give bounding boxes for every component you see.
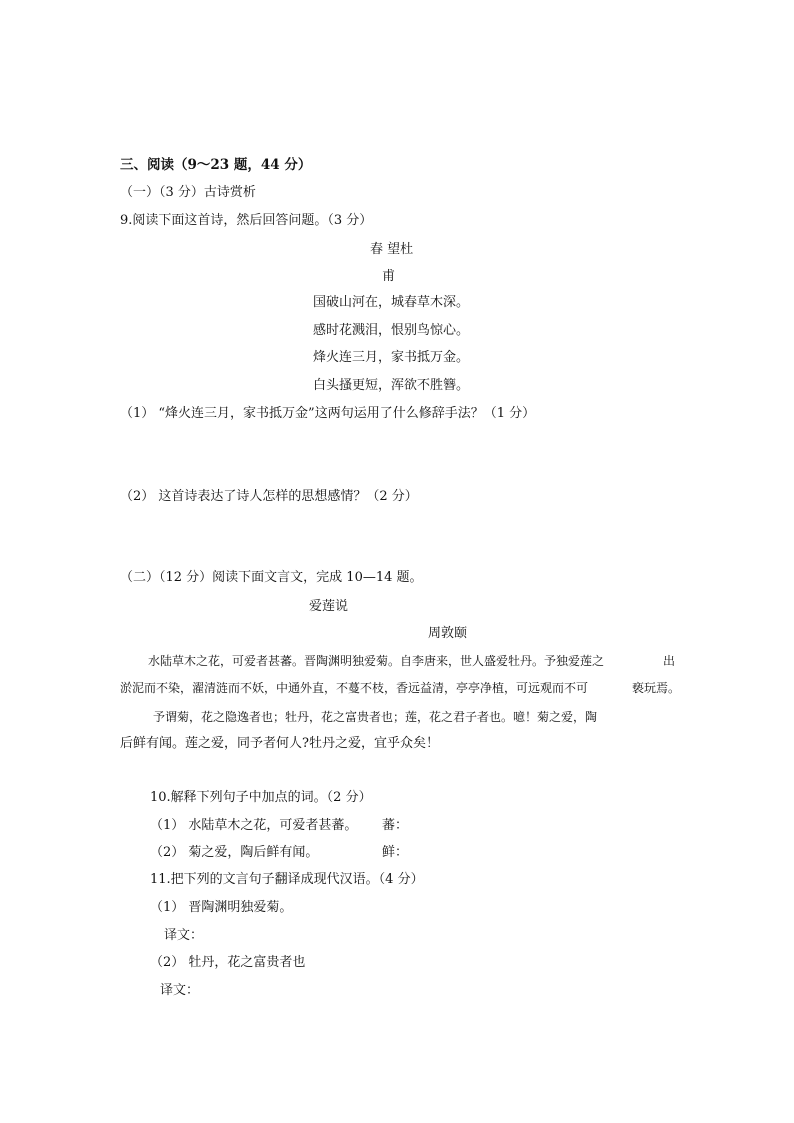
essay-paragraph-line: 出 — [663, 654, 676, 668]
essay-paragraph-line: 后鲜有闻。莲之爱，同予者何人?牡丹之爱，宜乎众矣！ — [120, 736, 439, 751]
poem-author: 甫 — [382, 269, 396, 284]
essay-paragraph-line: 亵玩焉。 — [632, 681, 681, 695]
question-11-2: （2） 牡丹，花之富贵者也 — [150, 955, 306, 970]
essay-paragraph-line: 水陆草木之花，可爱者甚蕃。晋陶渊明独爱菊。自李唐来，世人盛爱牡丹。予独爱莲之 — [148, 654, 605, 668]
essay-title: 爱莲说 — [309, 599, 349, 614]
essay-author: 周敦颐 — [428, 626, 468, 641]
poem-line: 白头搔更短，浑欲不胜簪。 — [313, 378, 470, 393]
question-10: 10.解释下列句子中加点的词。（2 分） — [150, 790, 372, 805]
question-9-2: （2） 这首诗表达了诗人怎样的思想感情？（2 分） — [120, 489, 418, 504]
question-10-2: （2） 菊之爱，陶后鲜有闻。 — [150, 845, 319, 860]
question-11-1: （1） 晋陶渊明独爱菊。 — [150, 900, 293, 915]
poem-line: 感时花溅泪，恨别鸟惊心。 — [313, 323, 470, 338]
question-11-2-label: 译文： — [160, 983, 200, 998]
poem-line: 烽火连三月，家书抵万金。 — [313, 350, 470, 365]
question-10-1-label: 蕃： — [382, 818, 409, 833]
essay-paragraph-line: 淤泥而不染，濯清涟而不妖，中通外直，不蔓不枝，香远益清，亭亭净植，可远观而不可 — [120, 681, 589, 695]
question-9: 9.阅读下面这首诗，然后回答问题。（3 分） — [120, 213, 373, 228]
question-10-1: （1） 水陆草木之花，可爱者甚蕃。 — [150, 818, 358, 833]
essay-paragraph-line: 予谓菊，花之隐逸者也；牡丹，花之富贵者也；莲，花之君子者也。噫！菊之爱，陶 — [153, 710, 598, 724]
part1-heading: （一）（3 分）古诗赏析 — [120, 185, 256, 200]
question-11-1-label: 译文： — [164, 928, 204, 943]
part2-heading: （二）（12 分）阅读下面文言文，完成 10—14 题。 — [120, 570, 423, 585]
section-heading: 三、阅读（9～23 题，44 分） — [120, 157, 312, 173]
poem-line: 国破山河在，城春草木深。 — [313, 295, 470, 310]
question-9-1: （1） “烽火连三月，家书抵万金”这两句运用了什么修辞手法？（1 分） — [120, 406, 536, 421]
poem-title: 春 望杜 — [370, 242, 414, 257]
question-11: 11.把下列的文言句子翻译成现代汉语。（4 分） — [150, 872, 424, 887]
question-10-2-label: 鲜： — [382, 845, 409, 860]
